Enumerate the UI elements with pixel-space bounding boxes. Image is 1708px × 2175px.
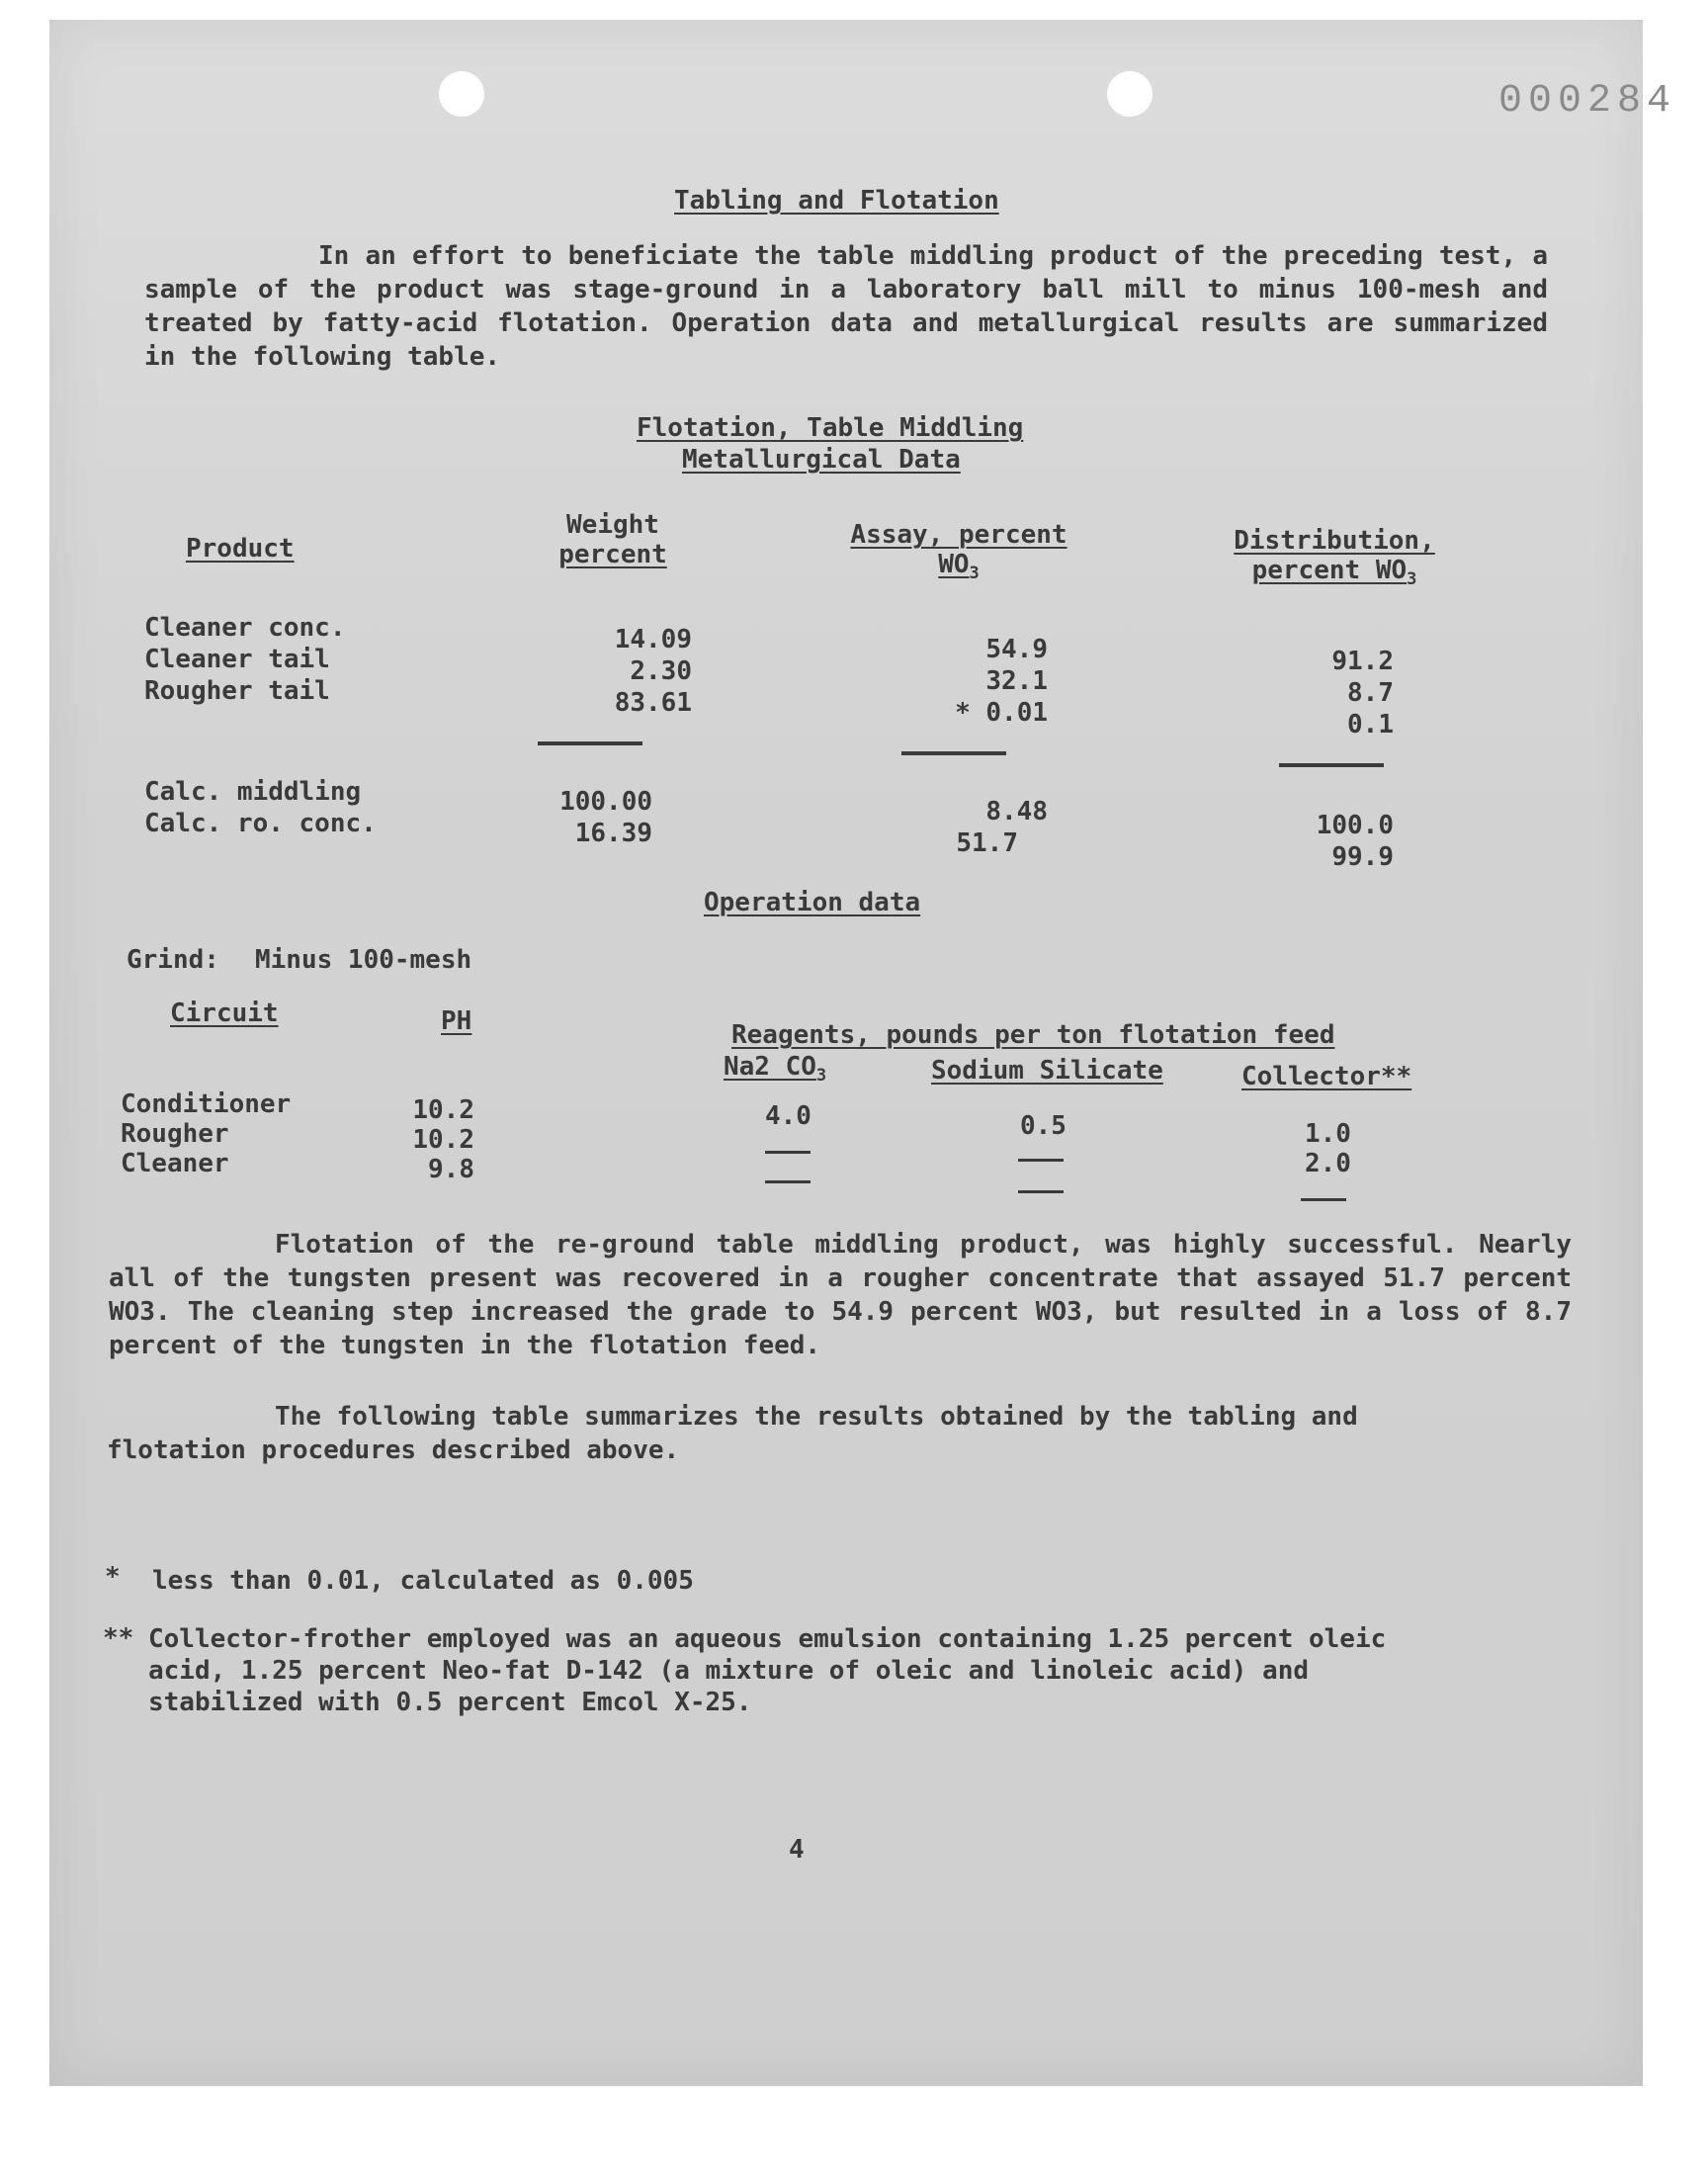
op-silicate-0: 0.5 [1020, 1111, 1067, 1141]
op-collector-1: 2.0 [1305, 1149, 1351, 1178]
total-rule-weight [538, 741, 642, 745]
op-circuit-0: Conditioner [121, 1089, 292, 1119]
document-stamp-number: 000284 [1498, 79, 1677, 124]
row-assay-1: 32.1 [985, 666, 1048, 696]
col-header-assay-line1: Assay, percent [850, 520, 1068, 550]
col-header-circuit: Circuit [170, 999, 279, 1028]
grind-value: Minus 100-mesh [255, 945, 472, 975]
col-header-product: Product [186, 534, 295, 564]
row-product-1: Cleaner tail [144, 645, 330, 674]
discussion-paragraph-2: The following table summarizes the results obtained by the tabling and flotation procedures described above. [107, 1402, 1358, 1465]
calc-distribution-1: 99.9 [1331, 842, 1394, 872]
subscript: 3 [815, 1066, 827, 1087]
table-title-line1: Flotation, Table Middling [637, 413, 1024, 443]
calc-weight-0: 100.00 [559, 787, 652, 817]
discussion-paragraph-1: Flotation of the re-ground table middling product, was highly successful. Nearly all of the tungsten present was recovered in a rougher concentrate that assayed 51.7 percent WO3. The cleaning step increased the grade to 54.9 percent WO3, but resulted in a loss of 8.7 percent of the tungsten in the flotation feed. [109, 1230, 1572, 1360]
row-weight-0: 14.09 [614, 625, 692, 654]
row-weight-2: 83.61 [614, 688, 692, 718]
op-ph-0: 10.2 [412, 1095, 474, 1125]
wo-text: WO [938, 550, 970, 579]
col-header-ph: PH [441, 1006, 472, 1036]
subscript: 3 [1407, 569, 1417, 590]
intro-paragraph: In an effort to beneficiate the table middling product of the preceding test, a sample of the product was stage-ground in a laboratory ball mill to minus 100-mesh and treated by fatty-acid flotation. Operation data and metallurgical results are summarized in the following table. [144, 241, 1548, 372]
subscript: 3 [969, 564, 980, 584]
row-distribution-2: 0.1 [1347, 710, 1394, 740]
op-na2co3-0: 4.0 [765, 1101, 811, 1131]
col-header-dist-line1: Distribution, [1234, 526, 1435, 556]
op-collector-0: 1.0 [1305, 1119, 1351, 1149]
percent-wo-text: percent WO [1251, 556, 1408, 585]
op-circuit-2: Cleaner [121, 1149, 229, 1178]
row-assay-0: 54.9 [985, 635, 1048, 664]
col-header-distribution [1216, 526, 1453, 594]
calc-assay-0: 8.48 [985, 797, 1048, 826]
calc-weight-1: 16.39 [574, 819, 652, 848]
op-ph-1: 10.2 [412, 1125, 474, 1155]
col-header-collector: Collector** [1241, 1062, 1412, 1091]
page-number: 4 [789, 1835, 805, 1865]
footnote-2-mark: ** [103, 1623, 134, 1653]
op-collector-dash-2 [1301, 1198, 1346, 1201]
row-product-2: Rougher tail [144, 676, 330, 706]
grind-label: Grind: [127, 945, 219, 975]
calc-assay-1: 51.7 [956, 828, 1018, 858]
operation-title: Operation data [704, 888, 921, 917]
col-header-assay-line2 [840, 550, 1077, 588]
footnote-2: Collector-frother employed was an aqueous emulsion containing 1.25 percent oleic acid, 1.25 percent Neo-fat D-142 (a mixture of oleic and linoleic acid) and stabilized with 0.5 percent Emcol X-25. [148, 1624, 1387, 1717]
row-distribution-1: 8.7 [1347, 678, 1394, 708]
col-header-weight-line1: Weight [566, 510, 659, 540]
calc-product-1: Calc. ro. conc. [144, 809, 377, 838]
col-header-dist-line2 [1216, 556, 1453, 594]
punch-hole-right [1107, 71, 1153, 117]
table-title-line2: Metallurgical Data [682, 445, 961, 475]
row-product-0: Cleaner conc. [144, 613, 346, 643]
op-silicate-dash-1 [1018, 1159, 1064, 1162]
col-header-silicate: Sodium Silicate [931, 1056, 1163, 1086]
col-header-na2co3 [724, 1052, 826, 1090]
op-silicate-dash-2 [1018, 1190, 1064, 1193]
op-circuit-1: Rougher [121, 1119, 229, 1149]
col-header-assay [840, 520, 1077, 588]
document-page [49, 20, 1677, 2086]
reagents-header: Reagents, pounds per ton flotation feed [731, 1020, 1335, 1050]
na2co-text: Na2 CO [724, 1052, 816, 1082]
op-na2co3-dash-1 [765, 1151, 811, 1154]
row-distribution-0: 91.2 [1331, 647, 1394, 676]
punch-hole-left [439, 71, 484, 117]
footnote-1: less than 0.01, calculated as 0.005 [152, 1566, 694, 1596]
page-heading: Tabling and Flotation [674, 186, 999, 216]
op-ph-2: 9.8 [428, 1155, 474, 1184]
total-rule-assay [901, 751, 1006, 755]
row-weight-1: 2.30 [630, 656, 692, 686]
col-header-weight [534, 510, 692, 569]
footnote-1-mark: * [105, 1562, 121, 1592]
op-na2co3-dash-2 [765, 1180, 811, 1183]
row-assay-2: * 0.01 [955, 698, 1048, 728]
calc-product-0: Calc. middling [144, 777, 362, 807]
calc-distribution-0: 100.0 [1316, 811, 1394, 840]
total-rule-distribution [1279, 763, 1384, 767]
col-header-weight-line2: percent [558, 540, 667, 569]
